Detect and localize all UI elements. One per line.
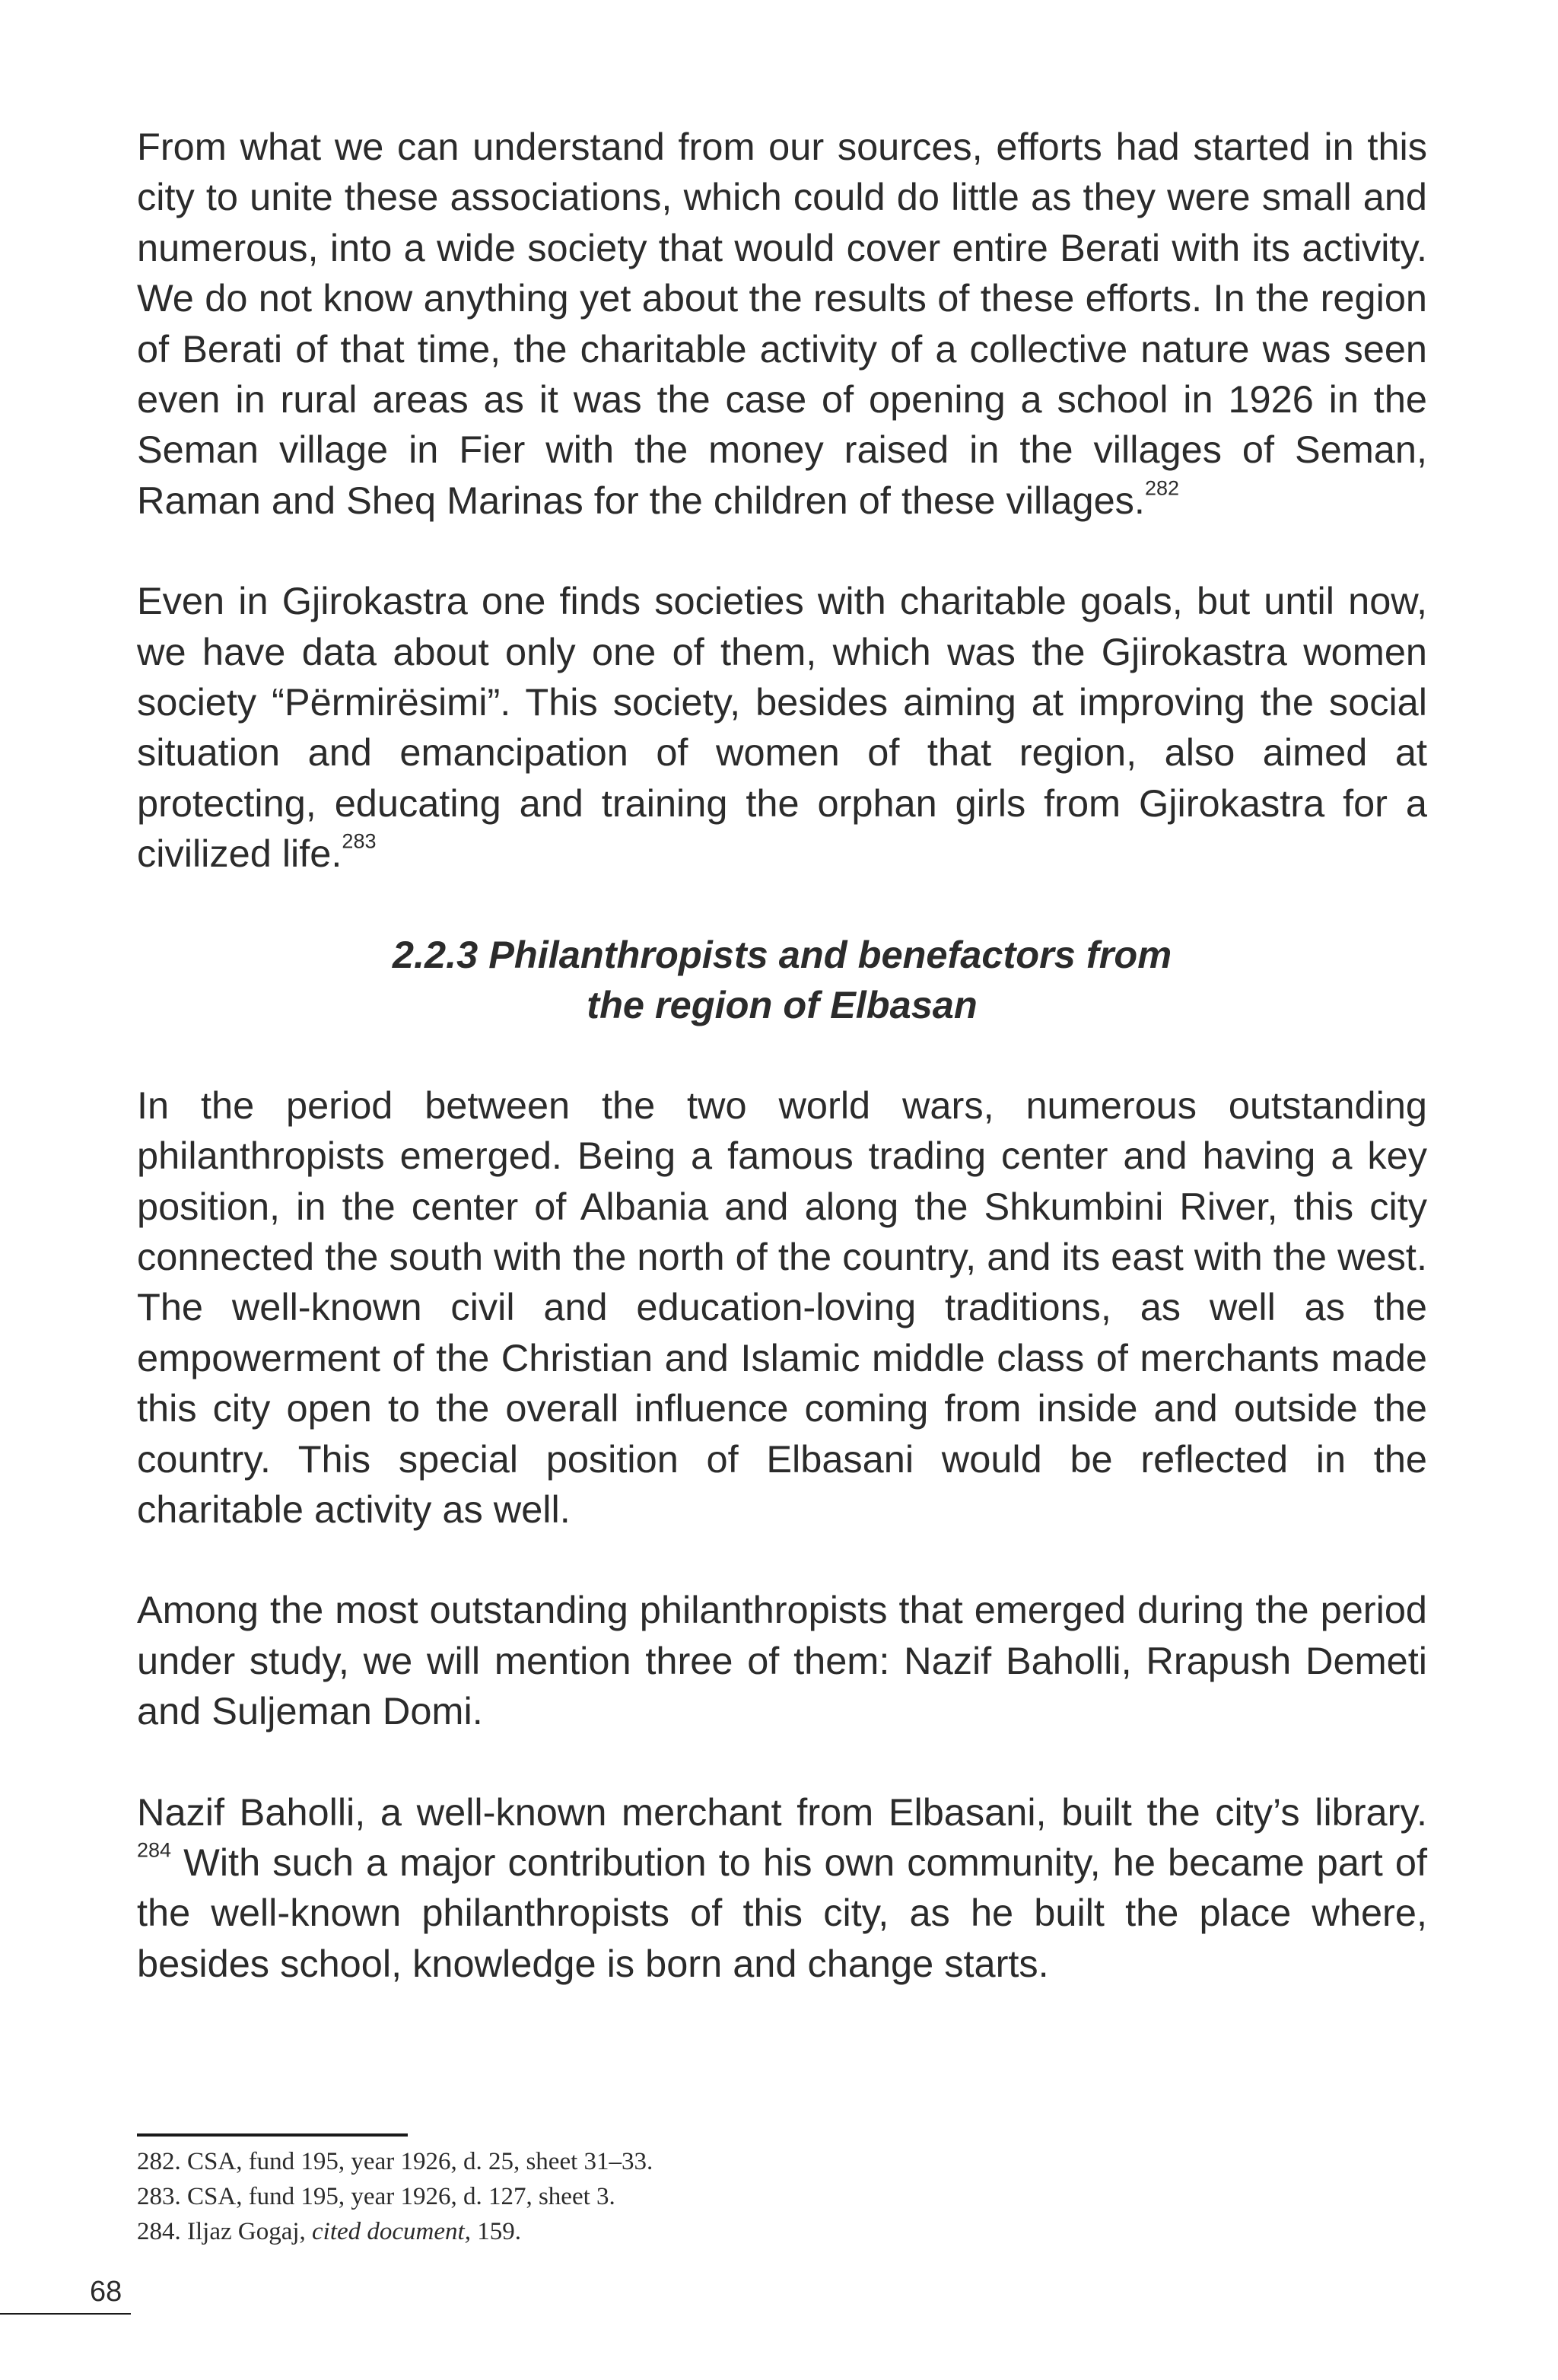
page-body xyxy=(137,122,1427,1989)
paragraph-philanthropists xyxy=(137,1585,1427,1736)
footnote-284 xyxy=(137,2214,653,2249)
page-number: 68 xyxy=(90,2276,122,2308)
paragraph-text: Nazif Baholli, a well-known merchant from Elbasani, built the city’s library. xyxy=(137,1790,1427,1834)
section-heading-line-1: 2.2.3 Philanthropists and benefactors from xyxy=(392,932,1172,976)
footnote-284-prefix: 284. Iljaz Gogaj, xyxy=(137,2218,306,2245)
paragraph-text: Among the most outstanding philanthropists that emerged during the period under study, we will mention three of them: Nazif Baholli, Rrapush Demeti and Suljeman Domi. xyxy=(137,1588,1427,1733)
footnote-divider xyxy=(137,2133,408,2137)
section-heading-line-2: the region of Elbasan xyxy=(587,982,978,1026)
paragraph-text: In the period between the two world wars, numerous outstanding philanthropists emerged. Being a famous trading center and having a key position, in the center of Albania and along the Shkumbini River, this city connected the south with the north of the country, and its east with the west. The well-known civil and education-loving traditions, as well as the empowerment of the Christian and Islamic middle class of merchants made this city open to the overall influence coming from inside and outside the country. This special position of Elbasani would be reflected in the charitable activity as well. xyxy=(137,1083,1427,1531)
paragraph-elbasan xyxy=(137,1080,1427,1535)
footnote-ref-283[interactable]: 283 xyxy=(342,829,377,853)
page-number-underline xyxy=(0,2313,131,2315)
paragraph-nazif-baholli xyxy=(137,1787,1427,1990)
paragraph-berati xyxy=(137,122,1427,526)
footnote-284-italic: cited document, xyxy=(312,2218,471,2245)
footnote-282: 282. CSA, fund 195, year 1926, d. 25, sheet 31–33. xyxy=(137,2148,653,2175)
paragraph-text-continued: With such a major contribution to his own community, he became part of the well-known philanthropists of this city, as he built the place where, besides school, knowledge is born and change starts. xyxy=(137,1840,1428,1985)
footnote-ref-284[interactable]: 284 xyxy=(137,1838,172,1862)
paragraph-text: From what we can understand from our sources, efforts had started in this city to unite these associations, which could do little as they were small and numerous, into a wide society that would cover entire Berati with its activity. We do not know anything yet about the results of these efforts. In the region of Berati of that time, the charitable activity of a collective nature was seen even in rural areas as it was the case of opening a school in 1926 in the Seman village in Fier with the money raised in the villages of Seman, Raman and Sheq Marinas for the children of these villages. xyxy=(137,125,1427,522)
section-heading xyxy=(137,930,1427,1030)
footnote-ref-282[interactable]: 282 xyxy=(1144,476,1180,500)
footnote-283: 283. CSA, fund 195, year 1926, d. 127, sheet 3. xyxy=(137,2183,615,2210)
paragraph-gjirokastra xyxy=(137,576,1427,879)
paragraph-text: Even in Gjirokastra one finds societies with charitable goals, but until now, we have data about only one of them, which was the Gjirokastra women society “Përmirësimi”. This society, besides aiming at improving the social situation and emancipation of women of that region, also aimed at protecting, educating and training the orphan girls from Gjirokastra for a civilized life. xyxy=(137,579,1427,876)
footnotes xyxy=(137,2144,653,2249)
footnote-284-suffix: 159. xyxy=(477,2218,521,2245)
